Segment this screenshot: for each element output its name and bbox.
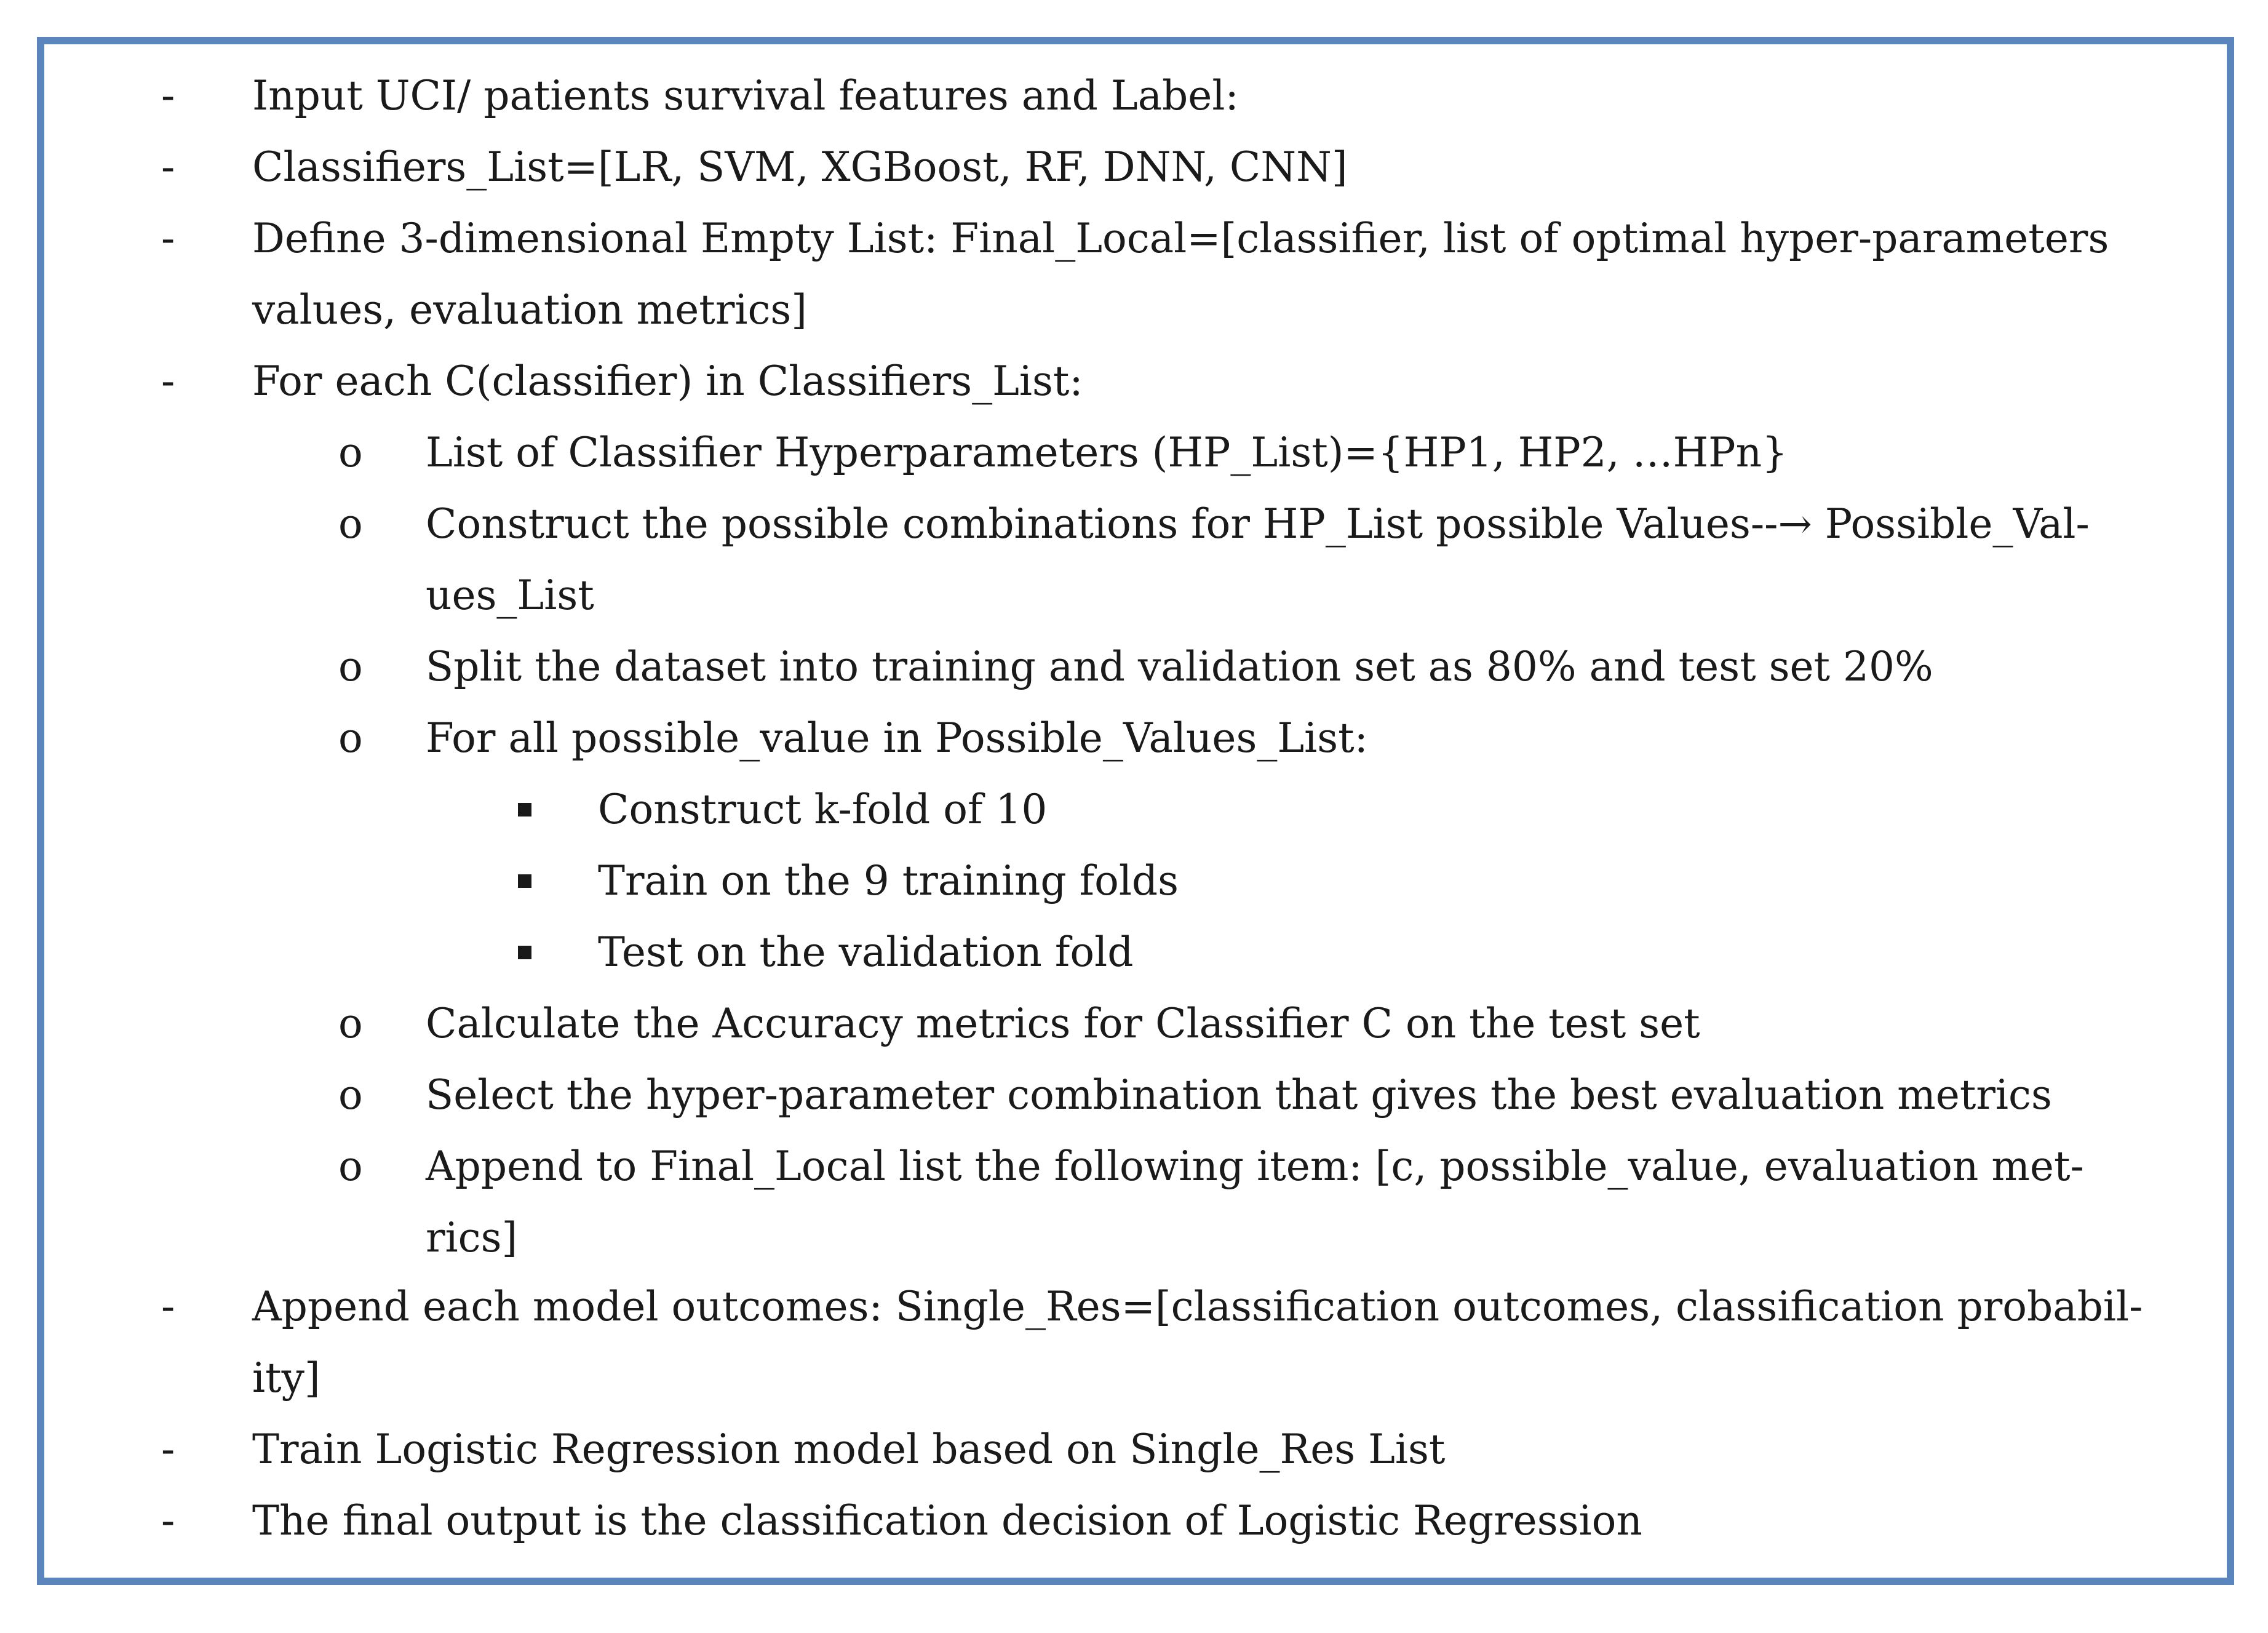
dash-bullet: - <box>161 72 175 119</box>
substep-append-final-local: Append to Final_Local list the following item: [c, possible_value, evaluation met- <box>426 1143 2084 1190</box>
dash-bullet: - <box>161 143 175 191</box>
circle-bullet: o <box>338 500 363 548</box>
step-append-outcomes: Append each model outcomes: Single_Res=[classification outcomes, classification probabil- <box>252 1283 2143 1330</box>
circle-bullet: o <box>338 1143 363 1190</box>
circle-bullet: o <box>338 714 363 762</box>
subsubstep-kfold: Construct k-fold of 10 <box>598 786 1048 833</box>
substep-split-dataset: Split the dataset into training and validation set as 80% and test set 20% <box>426 643 1933 690</box>
step-append-outcomes-cont: ity] <box>252 1354 320 1402</box>
square-bullet-icon <box>518 803 531 816</box>
circle-bullet: o <box>338 429 363 476</box>
subsubstep-train-folds: Train on the 9 training folds <box>598 857 1179 904</box>
dash-bullet: - <box>161 1283 175 1330</box>
step-input: Input UCI/ patients survival features and Label: <box>252 72 1239 119</box>
substep-select-best: Select the hyper-parameter combination that gives the best evaluation metrics <box>426 1071 2052 1119</box>
step-final-output: The final output is the classification decision of Logistic Regression <box>252 1497 1642 1544</box>
step-define-list-cont: values, evaluation metrics] <box>252 286 808 333</box>
step-classifiers-list: Classifiers_List=[LR, SVM, XGBoost, RF, DNN, CNN] <box>252 143 1348 191</box>
substep-for-all-values: For all possible_value in Possible_Values_List: <box>426 714 1368 762</box>
step-for-each-classifier: For each C(classifier) in Classifiers_List: <box>252 357 1083 405</box>
substep-append-final-local-cont: rics] <box>426 1214 518 1261</box>
circle-bullet: o <box>338 1000 363 1047</box>
dash-bullet: - <box>161 1426 175 1473</box>
substep-construct-combinations-cont: ues_List <box>426 572 594 619</box>
substep-hp-list: List of Classifier Hyperparameters (HP_List)={HP1, HP2, …HPn} <box>426 429 1788 476</box>
substep-construct-combinations: Construct the possible combinations for HP_List possible Values--→ Possible_Val- <box>426 500 2090 548</box>
circle-bullet: o <box>338 1071 363 1119</box>
dash-bullet: - <box>161 1497 175 1544</box>
subsubstep-test-fold: Test on the validation fold <box>598 928 1134 976</box>
step-define-list: Define 3-dimensional Empty List: Final_Local=[classifier, list of optimal hyper-parameters <box>252 215 2109 262</box>
circle-bullet: o <box>338 643 363 690</box>
step-train-logistic: Train Logistic Regression model based on Single_Res List <box>252 1426 1446 1473</box>
square-bullet-icon <box>518 946 531 959</box>
dash-bullet: - <box>161 357 175 405</box>
square-bullet-icon <box>518 874 531 888</box>
dash-bullet: - <box>161 215 175 262</box>
substep-calculate-accuracy: Calculate the Accuracy metrics for Classifier C on the test set <box>426 1000 1700 1047</box>
